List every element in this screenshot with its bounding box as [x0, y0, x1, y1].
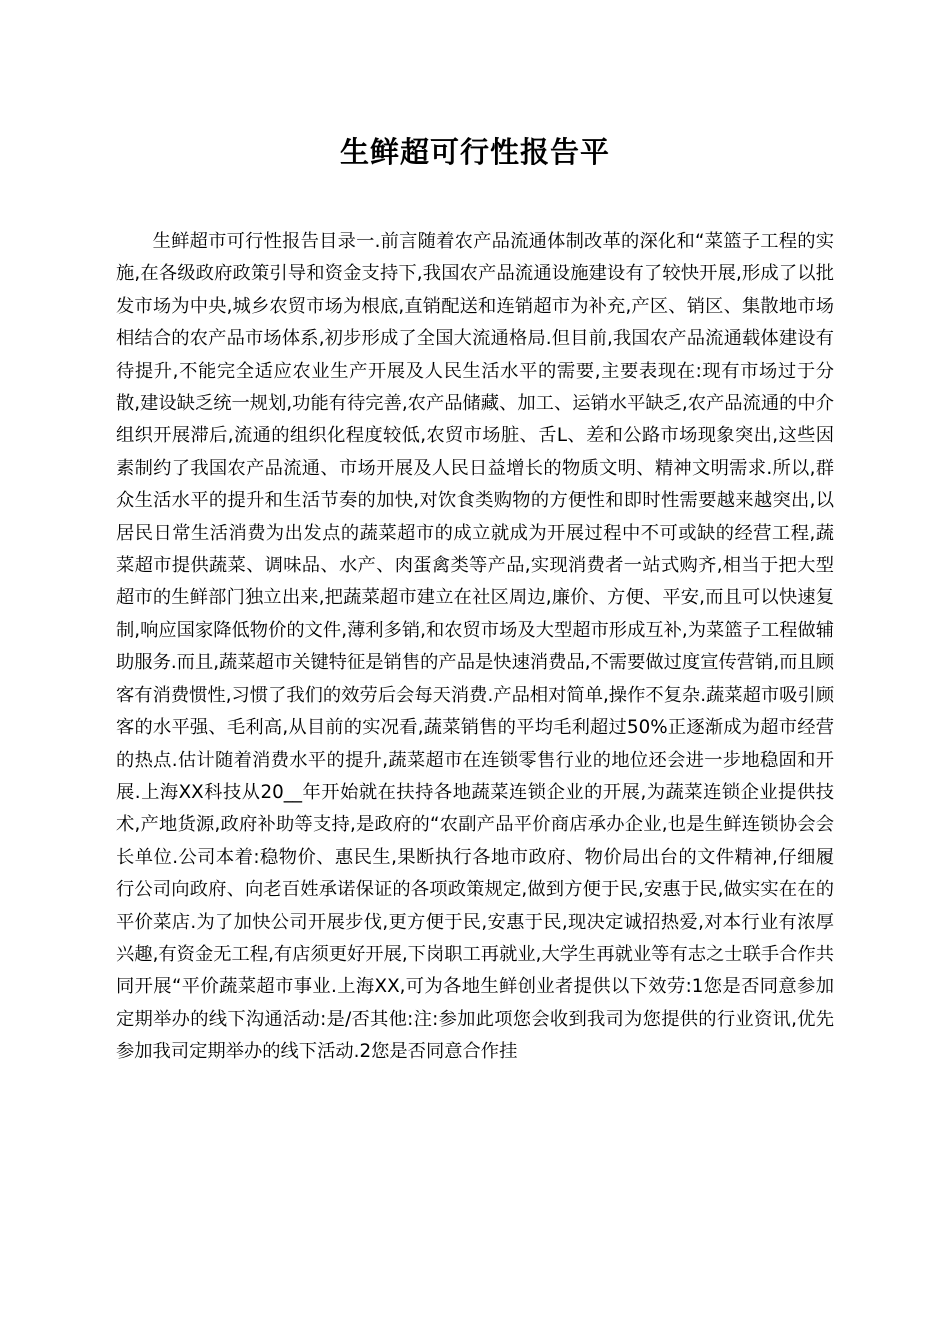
document-body-paragraph: 生鲜超市可行性报告目录一.前言随着农产品流通体制改革的深化和“菜篮子工程的实施,在各级政府政策引导和资金支持下,我国农产品流通设施建设有了较快开展,形成了以批发市场为中央,城乡农贸市场为根底,直销配送和连销超市为补充,产区、销区、集散地市场相结合的农产品市场体系,初步形成了全国大流通格局.但目前,我国农产品流通载体建设有待提升,不能完全适应农业生产开展及人民生活水平的需要,主要表现在:现有市场过于分散,建设缺乏统一规划,功能有待完善,农产品储藏、加工、运销水平缺乏,农产品流通的中介组织开展滞后,流通的组织化程度较低,农贸市场脏、舌L、差和公路市场现象突出,这些因素制约了我国农产品流通、市场开展及人民日益增长的物质文明、精神文明需求.所以,群众生活水平的提升和生活节奏的加快,对饮食类购物的方便性和即时性需要越来越突出,以居民日常生活消费为出发点的蔬菜超市的成立就成为开展过程中不可或缺的经营工程,蔬菜超市提供蔬菜、调味品、水产、肉蛋禽类等产品,实现消费者一站式购齐,相当于把大型超市的生鲜部门独立出来,把蔬菜超市建立在社区周边,廉价、方便、平安,而且可以快速复制,响应国家降低物价的文件,薄利多销,和农贸市场及大型超市形成互补,为菜篮子工程做辅助服务.而且,蔬菜超市关键特征是销售的产品是快速消费品,不需要做过度宣传营销,而且顾客有消费惯性,习惯了我们的效劳后会每天消费.产品相对简单,操作不复杂.蔬菜超市吸引顾客的水平强、毛利高,从目前的实况看,蔬菜销售的平均毛利超过50%正逐渐成为超市经营的热点.估计随着消费水平的提升,蔬菜超市在连锁零售行业的地位还会进一步地稳固和开展.上海XX科技从20__年开始就在扶持各地蔬菜连锁企业的开展,为蔬菜连锁企业提供技术,产地货源,政府补助等支持,是政府的“农副产品平价商店承办企业,也是生鲜连锁协会会长单位.公司本着:稳物价、惠民生,果断执行各地市政府、物价局出台的文件精神,仔细履行公司向政府、向老百姓承诺保证的各项政策规定,做到方便于民,安惠于民,做实实在在的平价菜店.为了加快公司开展步伐,更方便于民,安惠于民,现决定诚招热爱,对本行业有浓厚兴趣,有资金无工程,有店须更好开展,下岗职工再就业,大学生再就业等有志之士联手合作共同开展“平价蔬菜超市事业.上海XX,可为各地生鲜创业者提供以下效劳:1您是否同意参加定期举办的线下沟通活动:是/否其他:注:参加此项您会收到我司为您提供的行业资讯,优先参加我司定期举办的线下活动.2您是否同意合作挂 [116, 231, 834, 1063]
document-title: 生鲜超可行性报告平 [339, 135, 610, 169]
